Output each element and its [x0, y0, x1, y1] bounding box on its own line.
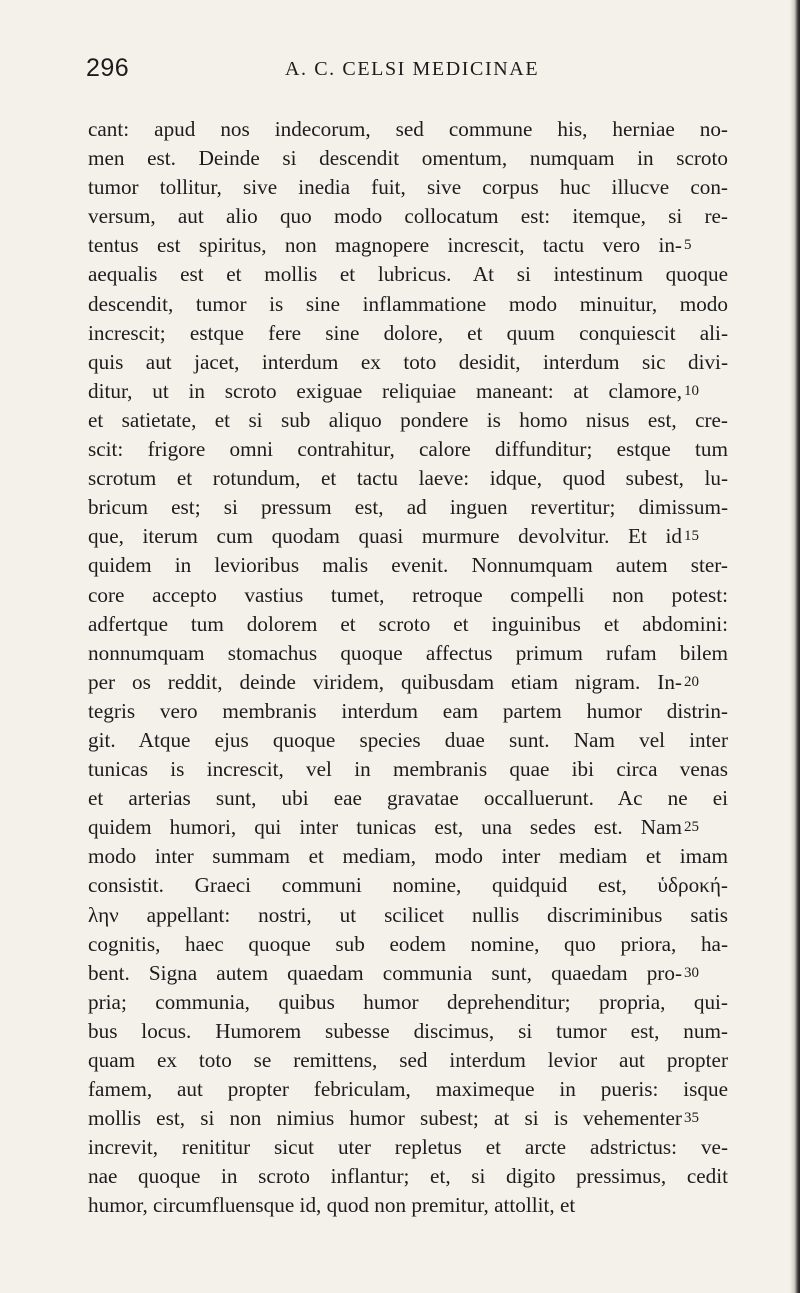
line-number: 35 [684, 1110, 699, 1127]
text-line [88, 813, 728, 842]
text-line [88, 668, 728, 697]
text-line [88, 959, 728, 988]
line-text: scrotum et rotundum, et tactu laeve: idque, quod subest, lu- [88, 466, 728, 491]
line-text: famem, aut propter febriculam, maximeque in pueris: isque [88, 1077, 728, 1102]
line-text: per os reddit, deinde viridem, quibusdam etiam nigram. In- [88, 669, 682, 694]
line-text: tunicas is increscit, vel in membranis quae ibi circa venas [88, 757, 728, 782]
text-line [88, 639, 728, 668]
line-text: que, iterum cum quodam quasi murmure devolvitur. Et id [88, 524, 682, 549]
text-line [88, 348, 728, 377]
line-text: increvit, renititur sicut uter repletus et arcte adstrictus: ve- [88, 1135, 728, 1160]
text-line [88, 406, 728, 435]
line-text: quidem humori, qui inter tunicas est, una sedes est. Nam [88, 815, 682, 840]
line-text: quam ex toto se remittens, sed interdum levior aut propter [88, 1048, 728, 1072]
text-line [88, 115, 728, 144]
line-text: tentus est spiritus, non magnopere increscit, tactu vero in- [88, 233, 682, 258]
text-line [88, 260, 728, 289]
body-text [88, 115, 728, 1221]
text-line [88, 202, 728, 231]
text-line [88, 319, 728, 348]
line-text: nae quoque in scroto inflantur; et, si digito pressimus, cedit [88, 1164, 728, 1189]
line-number: 25 [684, 819, 699, 836]
page-number: 296 [86, 54, 130, 82]
line-number: 5 [684, 237, 692, 254]
line-text: versum, aut alio quo modo collocatum est: itemque, si re- [88, 204, 728, 229]
line-text: tumor tollitur, sive inedia fuit, sive corpus huc illucve con- [88, 175, 728, 200]
text-line [88, 842, 728, 871]
line-text: scit: frigore omni contrahitur, calore diffunditur; estque tum [88, 437, 728, 462]
page-edge-shadow [790, 0, 800, 1293]
text-line [88, 1133, 728, 1162]
text-line [88, 435, 728, 464]
line-number: 15 [684, 528, 699, 545]
line-number: 10 [684, 382, 699, 399]
text-line [88, 930, 728, 959]
text-line [88, 610, 728, 639]
text-line [88, 726, 728, 755]
line-text: bricum est; si pressum est, ad inguen revertitur; dimissum- [88, 495, 728, 520]
line-text: quis aut jacet, interdum ex toto desidit, interdum sic divi- [88, 349, 728, 374]
line-number: 30 [684, 964, 699, 981]
line-text: increscit; estque fere sine dolore, et quum conquiescit ali- [88, 320, 728, 345]
line-text: bent. Signa autem quaedam communia sunt, quaedam pro- [88, 960, 682, 985]
text-line [88, 377, 728, 406]
line-text: nonnumquam stomachus quoque affectus primum rufam bilem [88, 640, 728, 665]
text-line [88, 1046, 728, 1075]
text-line [88, 144, 728, 173]
text-line [88, 290, 728, 319]
line-text: ditur, ut in scroto exiguae reliquiae maneant: at clamore, [88, 378, 682, 403]
line-text: cognitis, haec quoque sub eodem nomine, quo priora, ha- [88, 931, 728, 956]
line-text: aequalis est et mollis et lubricus. At si intestinum quoque [88, 262, 728, 287]
line-text: pria; communia, quibus humor deprehenditur; propria, qui- [88, 989, 728, 1014]
line-text: cant: apud nos indecorum, sed commune his, herniae no- [88, 117, 728, 141]
line-text: et arterias sunt, ubi eae gravatae occalluerunt. Ac ne ei [88, 786, 728, 811]
line-text: descendit, tumor is sine inflammatione modo minuitur, modo [88, 291, 728, 316]
page-header [0, 50, 800, 90]
line-text: λην appellant: nostri, ut scilicet nullis discriminibus satis [88, 902, 728, 927]
line-text: et satietate, et si sub aliquo pondere is homo nisus est, cre- [88, 407, 728, 432]
line-text: mollis est, si non nimius humor subest; at si is vehementer [88, 1106, 682, 1131]
running-head: A. C. CELSI MEDICINAE [285, 58, 540, 80]
text-line [88, 988, 728, 1017]
line-text: adfertque tum dolorem et scroto et inguinibus et abdomini: [88, 611, 728, 636]
text-line [88, 551, 728, 580]
text-line [88, 581, 728, 610]
line-text: bus locus. Humorem subesse discimus, si tumor est, num- [88, 1018, 728, 1043]
text-line [88, 231, 728, 260]
text-line [88, 522, 728, 551]
line-text: modo inter summam et mediam, modo inter mediam et imam [88, 844, 728, 869]
text-line [88, 755, 728, 784]
text-line [88, 1191, 728, 1220]
line-number: 20 [684, 673, 699, 690]
text-line [88, 784, 728, 813]
text-line [88, 1162, 728, 1191]
line-text: consistit. Graeci communi nomine, quidquid est, ὑδροκή- [88, 873, 728, 898]
line-text: humor, circumfluensque id, quod non premitur, attollit, et [88, 1193, 576, 1218]
text-line [88, 1104, 728, 1133]
text-line [88, 871, 728, 900]
text-line [88, 697, 728, 726]
line-text: core accepto vastius tumet, retroque compelli non potest: [88, 582, 728, 607]
line-text: git. Atque ejus quoque species duae sunt. Nam vel inter [88, 727, 728, 752]
line-text: tegris vero membranis interdum eam partem humor distrin- [88, 698, 728, 723]
text-line [88, 1075, 728, 1104]
text-line [88, 493, 728, 522]
text-line [88, 901, 728, 930]
text-line [88, 173, 728, 202]
line-text: men est. Deinde si descendit omentum, numquam in scroto [88, 146, 728, 171]
text-line [88, 1017, 728, 1046]
text-line [88, 464, 728, 493]
line-text: quidem in levioribus malis evenit. Nonnumquam autem ster- [88, 553, 728, 578]
